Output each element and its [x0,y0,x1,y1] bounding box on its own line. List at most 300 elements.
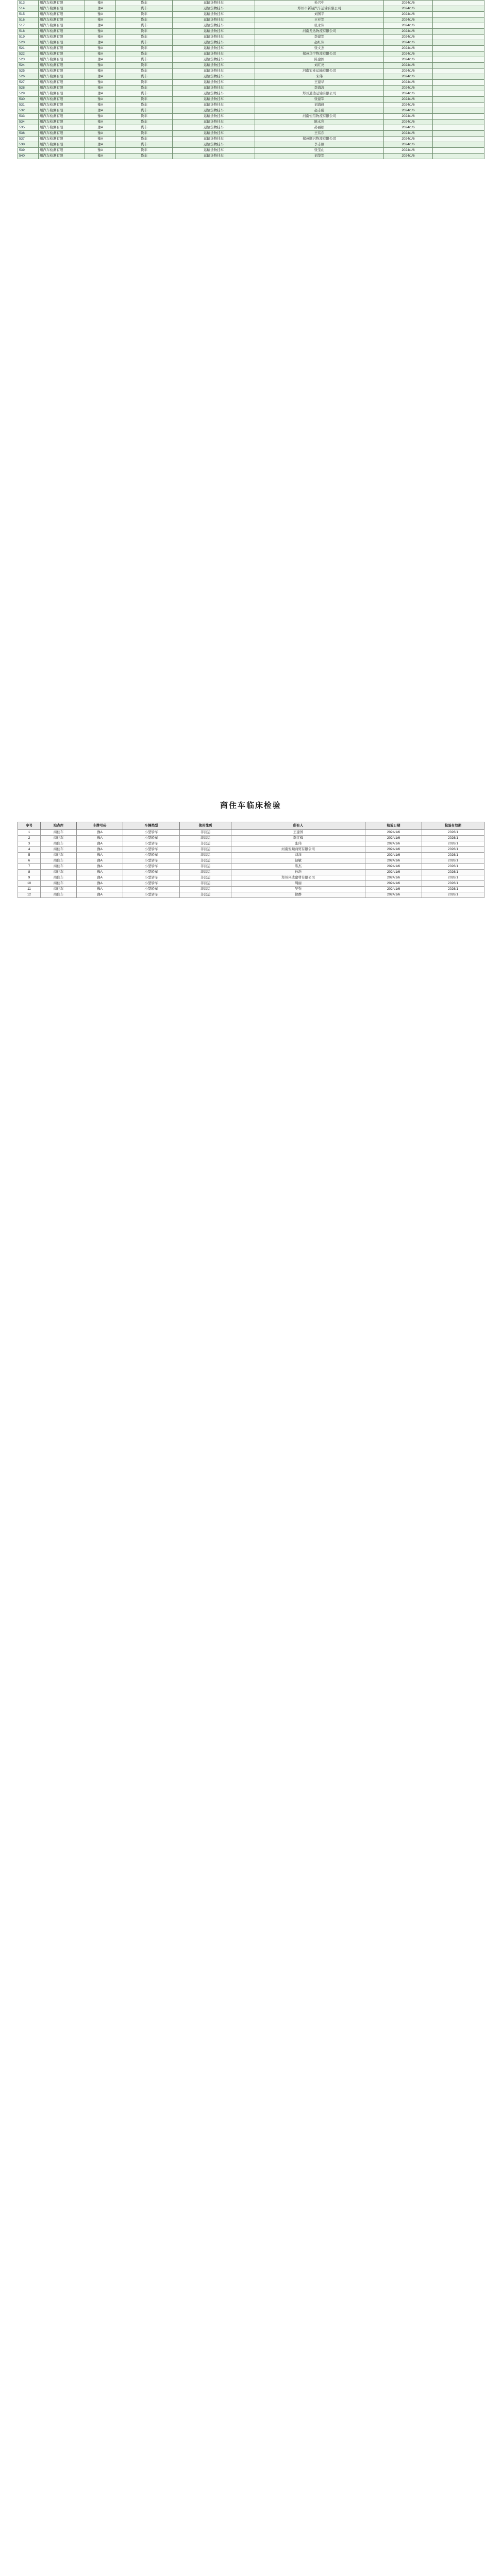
empty-cell [433,23,484,29]
empty-cell [433,131,484,137]
type-cell: 货车 [116,63,173,69]
type-cell: 货车 [116,29,173,35]
plate-cell: 豫A [85,125,116,131]
date-cell: 2024/1/6 [365,830,422,836]
station-cell: 商住车 [41,841,77,847]
valid-cell: 2026/1 [422,847,484,853]
plate-cell: 豫A [77,881,123,887]
date-cell: 2024/1/6 [384,63,433,69]
empty-cell [433,35,484,40]
lower-inspection-table [18,822,484,898]
empty-cell [433,103,484,108]
type-cell: 小型轿车 [123,887,180,892]
type-cell: 货车 [116,142,173,148]
row-number: 538 [18,142,39,148]
plate-cell: 豫A [85,1,116,6]
date-cell: 2024/1/6 [365,864,422,870]
type-cell: 货车 [116,86,173,91]
date-cell: 2024/1/6 [365,875,422,881]
row-number: 522 [18,52,39,57]
type-cell: 货车 [116,35,173,40]
owner-cell: 陈永利 [255,120,384,125]
owner-cell: 张文杰 [255,46,384,52]
table-row [18,120,484,125]
use-cell: 运输货物挂车 [173,154,255,159]
table-row [18,830,484,836]
type-cell: 货车 [116,120,173,125]
owner-cell: 河南恒信物流有限公司 [255,114,384,120]
empty-cell [433,46,484,52]
plate-cell: 豫A [77,864,123,870]
table-row [18,108,484,114]
plate-cell: 豫A [85,154,116,159]
table-row [18,18,484,23]
type-cell: 货车 [116,148,173,154]
type-cell: 货车 [116,114,173,120]
type-cell: 货车 [116,154,173,159]
category-cell: 州汽车检测有限 [39,46,85,52]
table-row [18,35,484,40]
table-row [18,892,484,898]
date-cell: 2024/1/6 [384,120,433,125]
owner-cell: 张伟 [231,841,365,847]
category-cell: 州汽车检测有限 [39,40,85,46]
row-number: 533 [18,114,39,120]
owner-cell: 河南安顺商贸有限公司 [231,847,365,853]
type-cell: 货车 [116,131,173,137]
row-number: 513 [18,1,39,6]
table-row [18,52,484,57]
owner-cell: 宋伟 [255,74,384,80]
empty-cell [433,114,484,120]
type-cell: 小型轿车 [123,864,180,870]
document-page [18,0,484,898]
type-cell: 小型轿车 [123,858,180,864]
plate-cell: 豫A [85,35,116,40]
category-cell: 州汽车检测有限 [39,86,85,91]
station-cell: 商住车 [41,881,77,887]
category-cell: 州汽车检测有限 [39,35,85,40]
owner-cell: 徐静 [231,892,365,898]
owner-cell: 郑州顺兴物流有限公司 [255,137,384,142]
plate-cell: 豫A [85,91,116,97]
empty-cell [433,63,484,69]
header-cell: 站点库 [41,822,77,830]
table-row [18,6,484,12]
owner-cell: 陈杰 [231,864,365,870]
row-number: 526 [18,74,39,80]
category-cell: 州汽车检测有限 [39,18,85,23]
plate-cell: 豫A [85,137,116,142]
valid-cell: 2026/1 [422,841,484,847]
valid-cell: 2026/1 [422,887,484,892]
row-number: 530 [18,97,39,103]
row-number: 3 [18,841,41,847]
plate-cell: 豫A [77,887,123,892]
type-cell: 货车 [116,46,173,52]
row-number: 10 [18,881,41,887]
row-number: 540 [18,154,39,159]
table-row [18,125,484,131]
station-cell: 商住车 [41,892,77,898]
row-number: 534 [18,120,39,125]
date-cell: 2024/1/6 [365,847,422,853]
category-cell: 州汽车检测有限 [39,125,85,131]
table-row [18,80,484,86]
row-number: 527 [18,80,39,86]
category-cell: 州汽车检测有限 [39,1,85,6]
category-cell: 州汽车检测有限 [39,142,85,148]
station-cell: 商住车 [41,864,77,870]
plate-cell: 豫A [85,120,116,125]
use-cell: 运输货物挂车 [173,23,255,29]
valid-cell: 2026/1 [422,858,484,864]
row-number: 536 [18,131,39,137]
row-number: 535 [18,125,39,131]
row-number: 523 [18,57,39,63]
owner-cell: 刘华军 [255,154,384,159]
table-row [18,131,484,137]
table-row [18,1,484,6]
plate-cell: 豫A [77,836,123,841]
plate-cell: 豫A [85,103,116,108]
owner-cell: 张建军 [255,97,384,103]
plate-cell: 豫A [77,875,123,881]
date-cell: 2024/1/6 [384,12,433,18]
plate-cell: 豫A [77,892,123,898]
date-cell: 2024/1/6 [384,69,433,74]
owner-cell: 张永伟 [255,23,384,29]
type-cell: 小型轿车 [123,841,180,847]
station-cell: 商住车 [41,858,77,864]
category-cell: 州汽车检测有限 [39,137,85,142]
row-number: 531 [18,103,39,108]
category-cell: 州汽车检测有限 [39,120,85,125]
empty-cell [433,40,484,46]
type-cell: 货车 [116,40,173,46]
use-cell: 运输货物挂车 [173,1,255,6]
date-cell: 2024/1/6 [384,40,433,46]
valid-cell: 2026/1 [422,830,484,836]
table-row [18,841,484,847]
date-cell: 2024/1/6 [384,35,433,40]
type-cell: 货车 [116,6,173,12]
date-cell: 2024/1/6 [365,853,422,858]
date-cell: 2024/1/6 [384,97,433,103]
use-cell: 非营运 [180,870,231,875]
table-row [18,29,484,35]
use-cell: 运输货物挂车 [173,63,255,69]
date-cell: 2024/1/6 [384,80,433,86]
plate-cell: 豫A [85,40,116,46]
header-cell: 使用性质 [180,822,231,830]
type-cell: 小型轿车 [123,892,180,898]
use-cell: 非营运 [180,864,231,870]
owner-cell: 李红梅 [231,836,365,841]
plate-cell: 豫A [85,52,116,57]
owner-cell: 郑州兴达建材有限公司 [231,875,365,881]
type-cell: 货车 [116,1,173,6]
plate-cell: 豫A [85,6,116,12]
type-cell: 货车 [116,125,173,131]
owner-cell: 郑州通达运输有限公司 [255,91,384,97]
row-number: 6 [18,858,41,864]
owner-cell: 孙浩 [231,870,365,875]
row-number: 9 [18,875,41,881]
table-row [18,69,484,74]
row-number: 524 [18,63,39,69]
use-cell: 非营运 [180,836,231,841]
date-cell: 2024/1/6 [384,6,433,12]
table-row [18,853,484,858]
table-row [18,46,484,52]
valid-cell: 2026/1 [422,881,484,887]
category-cell: 州汽车检测有限 [39,52,85,57]
use-cell: 非营运 [180,847,231,853]
category-cell: 州汽车检测有限 [39,91,85,97]
date-cell: 2024/1/6 [365,892,422,898]
date-cell: 2024/1/6 [384,137,433,142]
date-cell: 2024/1/6 [384,18,433,23]
type-cell: 小型轿车 [123,853,180,858]
type-cell: 货车 [116,80,173,86]
row-number: 7 [18,864,41,870]
row-number: 12 [18,892,41,898]
row-number: 520 [18,40,39,46]
owner-cell: 王建华 [255,80,384,86]
page-gap [18,159,484,790]
section-title: 商住车临床检验 [220,802,281,810]
type-cell: 小型轿车 [123,836,180,841]
use-cell: 非营运 [180,875,231,881]
plate-cell: 豫A [85,131,116,137]
plate-cell: 豫A [85,142,116,148]
empty-cell [433,1,484,6]
category-cell: 州汽车检测有限 [39,6,85,12]
owner-cell: 河南龙达物流有限公司 [255,29,384,35]
plate-cell: 豫A [85,148,116,154]
category-cell: 州汽车检测有限 [39,69,85,74]
use-cell: 运输货物挂车 [173,91,255,97]
date-cell: 2024/1/6 [384,108,433,114]
use-cell: 运输货物挂车 [173,125,255,131]
row-number: 525 [18,69,39,74]
header-cell: 检验日期 [365,822,422,830]
empty-cell [433,125,484,131]
category-cell: 州汽车检测有限 [39,108,85,114]
plate-cell: 豫A [85,80,116,86]
date-cell: 2024/1/6 [384,52,433,57]
plate-cell: 豫A [85,57,116,63]
plate-cell: 豫A [85,46,116,52]
table-row [18,12,484,18]
row-number: 528 [18,86,39,91]
use-cell: 运输货物挂车 [173,74,255,80]
empty-cell [433,29,484,35]
empty-cell [433,148,484,154]
table-row [18,864,484,870]
row-number: 519 [18,35,39,40]
header-cell: 车牌号码 [77,822,123,830]
owner-cell: 王建国 [231,830,365,836]
date-cell: 2024/1/6 [384,142,433,148]
empty-cell [433,120,484,125]
owner-cell: 王伟东 [255,131,384,137]
owner-cell: 刘海峰 [255,103,384,108]
date-cell: 2024/1/6 [365,870,422,875]
use-cell: 运输货物挂车 [173,103,255,108]
owner-cell: 孙兴中 [255,1,384,6]
use-cell: 非营运 [180,892,231,898]
table-row [18,154,484,159]
type-cell: 小型轿车 [123,830,180,836]
type-cell: 货车 [116,103,173,108]
table-row [18,858,484,864]
category-cell: 州汽车检测有限 [39,80,85,86]
owner-cell: 赵敏 [231,858,365,864]
use-cell: 运输货物挂车 [173,137,255,142]
upper-vehicle-table [18,0,484,159]
use-cell: 运输货物挂车 [173,18,255,23]
date-cell: 2024/1/6 [384,91,433,97]
plate-cell: 豫A [85,86,116,91]
valid-cell: 2026/1 [422,870,484,875]
use-cell: 运输货物挂车 [173,69,255,74]
empty-cell [433,97,484,103]
type-cell: 货车 [116,23,173,29]
use-cell: 非营运 [180,881,231,887]
type-cell: 货车 [116,57,173,63]
plate-cell: 豫A [85,12,116,18]
empty-cell [433,69,484,74]
owner-cell: 周丽 [231,881,365,887]
use-cell: 运输货物挂车 [173,6,255,12]
table-row [18,142,484,148]
row-number: 532 [18,108,39,114]
row-number: 537 [18,137,39,142]
type-cell: 小型轿车 [123,875,180,881]
use-cell: 运输货物挂车 [173,40,255,46]
date-cell: 2024/1/6 [384,114,433,120]
station-cell: 商住车 [41,847,77,853]
station-cell: 商住车 [41,830,77,836]
empty-cell [433,74,484,80]
category-cell: 州汽车检测有限 [39,131,85,137]
empty-cell [433,18,484,23]
type-cell: 货车 [116,97,173,103]
row-number: 11 [18,887,41,892]
row-number: 8 [18,870,41,875]
owner-cell: 河南宏业运输有限公司 [255,69,384,74]
owner-cell: 郑州华宇物流有限公司 [255,52,384,57]
owner-cell: 刘洋 [231,853,365,858]
date-cell: 2024/1/6 [384,1,433,6]
plate-cell: 豫A [77,853,123,858]
lower-table-body [18,830,484,898]
table-row [18,97,484,103]
owner-cell: 李建军 [255,35,384,40]
plate-cell: 豫A [77,830,123,836]
row-number: 529 [18,91,39,97]
type-cell: 货车 [116,52,173,57]
table-row [18,40,484,46]
owner-cell: 赵红伟 [255,40,384,46]
table-row [18,63,484,69]
use-cell: 运输货物挂车 [173,120,255,125]
date-cell: 2024/1/6 [365,841,422,847]
type-cell: 小型轿车 [123,847,180,853]
owner-cell: 陈建国 [255,57,384,63]
category-cell: 州汽车检测有限 [39,154,85,159]
owner-cell: 刘红亮 [255,63,384,69]
plate-cell: 豫A [85,69,116,74]
owner-cell: 张宝山 [255,148,384,154]
date-cell: 2024/1/6 [365,836,422,841]
date-cell: 2024/1/6 [384,125,433,131]
date-cell: 2024/1/6 [384,46,433,52]
use-cell: 运输货物挂车 [173,12,255,18]
owner-cell: 孙丽娟 [255,125,384,131]
type-cell: 货车 [116,91,173,97]
empty-cell [433,12,484,18]
table-row [18,836,484,841]
table-row [18,137,484,142]
table-row [18,57,484,63]
category-cell: 州汽车检测有限 [39,63,85,69]
date-cell: 2024/1/6 [384,103,433,108]
table-row [18,881,484,887]
use-cell: 非营运 [180,830,231,836]
upper-table-body [18,1,484,159]
plate-cell: 豫A [85,63,116,69]
table-row [18,887,484,892]
category-cell: 州汽车检测有限 [39,148,85,154]
use-cell: 运输货物挂车 [173,108,255,114]
table-row [18,91,484,97]
date-cell: 2024/1/6 [365,881,422,887]
header-cell: 序号 [18,822,41,830]
date-cell: 2024/1/6 [384,29,433,35]
row-number: 5 [18,853,41,858]
table-row [18,847,484,853]
empty-cell [433,142,484,148]
date-cell: 2024/1/6 [384,148,433,154]
valid-cell: 2026/1 [422,836,484,841]
row-number: 1 [18,830,41,836]
type-cell: 货车 [116,108,173,114]
date-cell: 2024/1/6 [384,74,433,80]
row-number: 515 [18,12,39,18]
plate-cell: 豫A [85,74,116,80]
empty-cell [433,108,484,114]
plate-cell: 豫A [77,841,123,847]
use-cell: 非营运 [180,887,231,892]
row-number: 4 [18,847,41,853]
row-number: 2 [18,836,41,841]
empty-cell [433,154,484,159]
station-cell: 商住车 [41,836,77,841]
owner-cell: 李志刚 [255,142,384,148]
date-cell: 2024/1/6 [384,154,433,159]
empty-cell [433,91,484,97]
header-cell: 车辆类型 [123,822,180,830]
category-cell: 州汽车检测有限 [39,57,85,63]
table-row [18,103,484,108]
type-cell: 货车 [116,74,173,80]
plate-cell: 豫A [85,108,116,114]
station-cell: 商住车 [41,870,77,875]
plate-cell: 豫A [77,870,123,875]
